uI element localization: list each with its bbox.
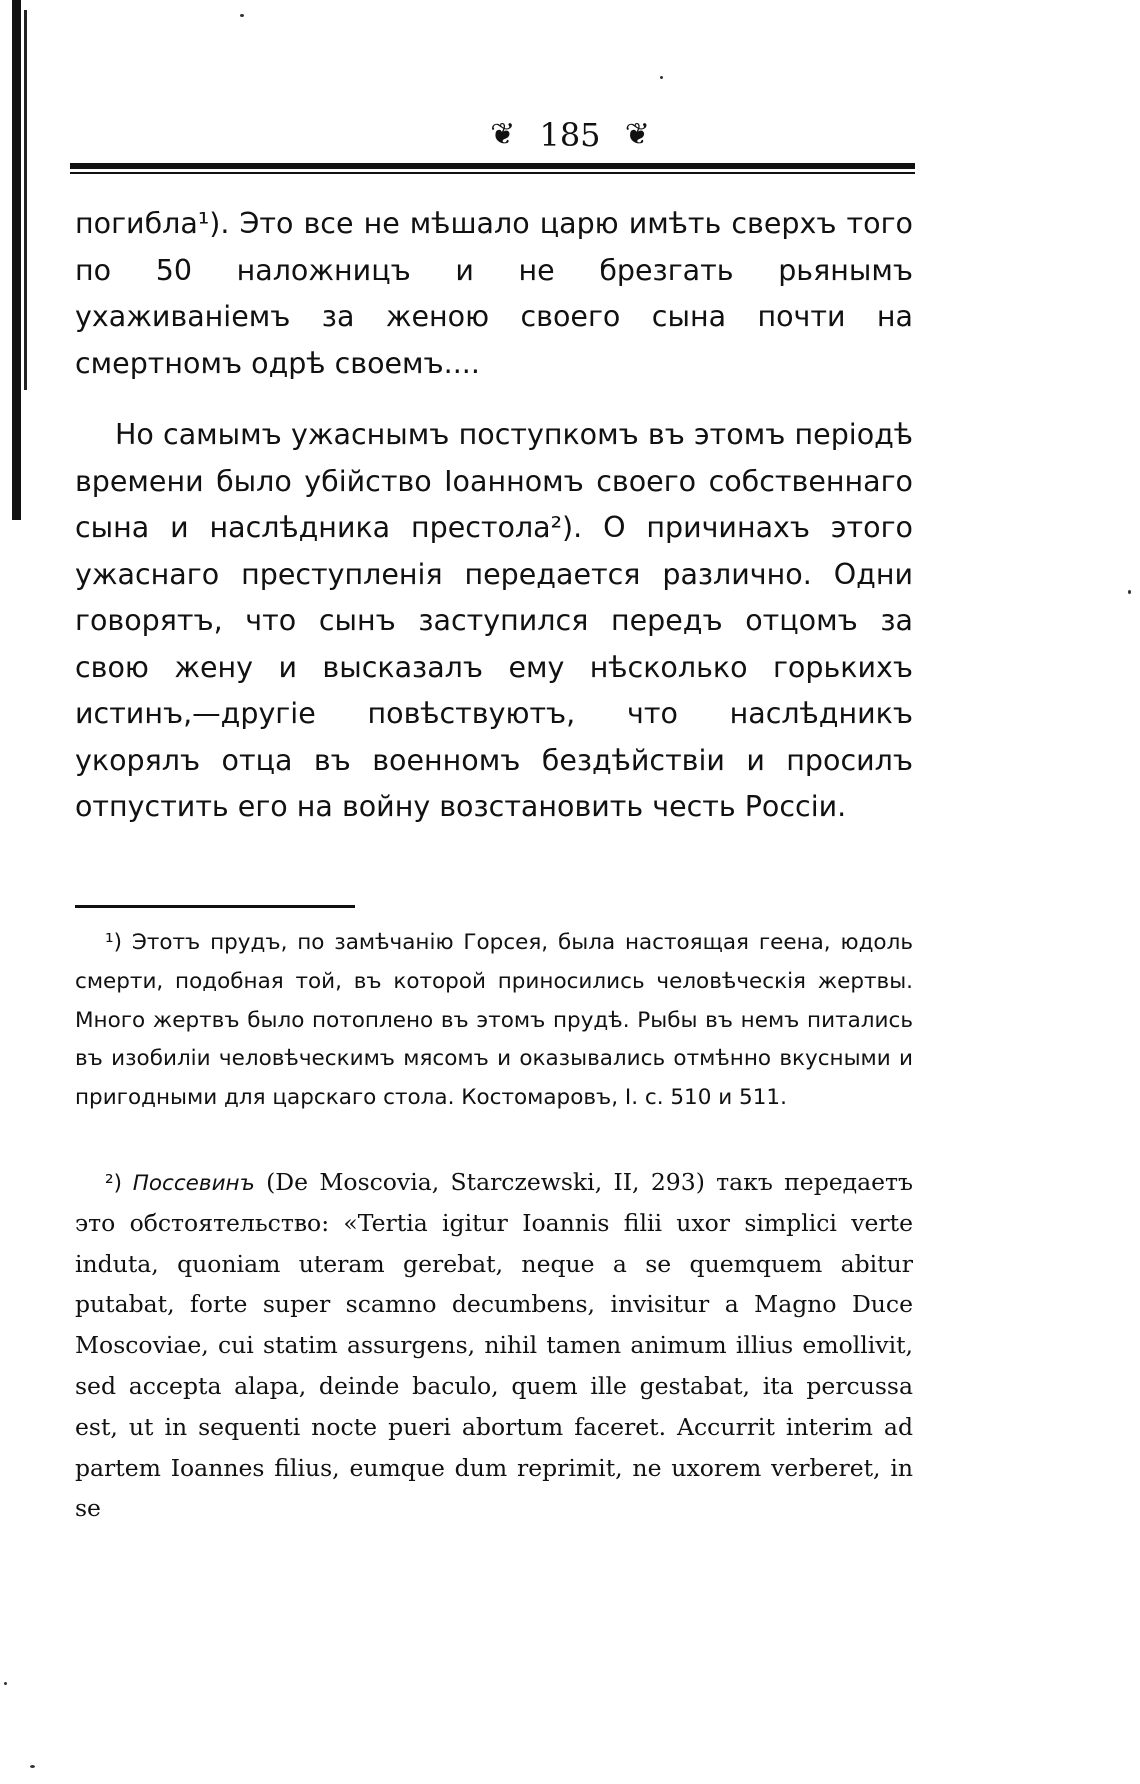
header-rule-thick [70, 163, 915, 169]
page-number: 185 [539, 115, 601, 154]
paragraph-text: Но самымъ ужаснымъ поступкомъ въ этомъ періодѣ времени было убійство Іоанномъ своего собственнаго сына и наслѣдника престола²). О причинахъ этого ужаснаго преступленія передается различно. Одни говорятъ, что сынъ заступился передъ отцомъ за свою жену и высказалъ ему нѣсколько горькихъ истинъ,—другіе повѣствуютъ, что наслѣдникъ укорялъ отца въ военномъ бездѣйствіи и просилъ отпустить его на войну возстановить честь Россіи. [75, 418, 913, 823]
scan-speck [1128, 590, 1131, 594]
footnote-1 [75, 924, 913, 1118]
page-header [0, 112, 1140, 155]
right-ornament-icon: ❦ [624, 116, 650, 152]
footnote-marker: ²) [105, 1171, 133, 1196]
scan-speck [4, 1682, 7, 1685]
footnote-separator [75, 905, 355, 908]
body-paragraph-2 [75, 412, 913, 831]
scan-speck [240, 14, 244, 17]
footnote-2 [75, 1163, 913, 1530]
header-rule-thin [70, 172, 915, 174]
page-edge-binding [12, 0, 21, 520]
paragraph-text: погибла¹). Это все не мѣшало царю имѣть сверхъ того по 50 наложницъ и не брезгать рьянымъ ухаживаніемъ за женою своего сына почти на смертномъ одрѣ своемъ.... [75, 207, 913, 380]
body-paragraph-1 [75, 201, 913, 387]
footnote-text [75, 1163, 913, 1530]
left-ornament-icon: ❦ [490, 116, 516, 152]
footnote-body: (De Moscovia, Starczewski, II, 293) такъ передаетъ это обстоятельство: «Tertia igitur Ioannis filii uxor simplici verte induta, quoniam uteram gerebat, neque a se quemquem abitur putabat, forte super scamno decumbens, invisitur a Magno Duce Moscoviae, cui statim assurgens, nihil tamen animum illius emollivit, sed accepta alapa, deinde baculo, quem ille gestabat, ita percussa est, ut in sequenti nocte pueri abortum faceret. Accurrit interim ad partem Ioannes filius, eumque dum reprimit, ne uxorem verberet, in se [75, 1168, 914, 1523]
scan-speck [30, 1765, 35, 1768]
scan-speck [660, 76, 663, 79]
footnote-text: ¹) Этотъ прудъ, по замѣчанію Горсея, была настоящая геена, юдоль смерти, подобная той, въ которой приносились человѣческія жертвы. Много жертвъ было потоплено въ этомъ прудѣ. Рыбы въ немъ питались въ изобиліи человѣческимъ мясомъ и оказывались отмѣнно вкусными и пригодными для царскаго стола. Костомаровъ, I. с. 510 и 511. [75, 930, 913, 1111]
footnote-author: Поссевинъ [132, 1171, 255, 1196]
page-edge-binding-inner [24, 10, 27, 390]
